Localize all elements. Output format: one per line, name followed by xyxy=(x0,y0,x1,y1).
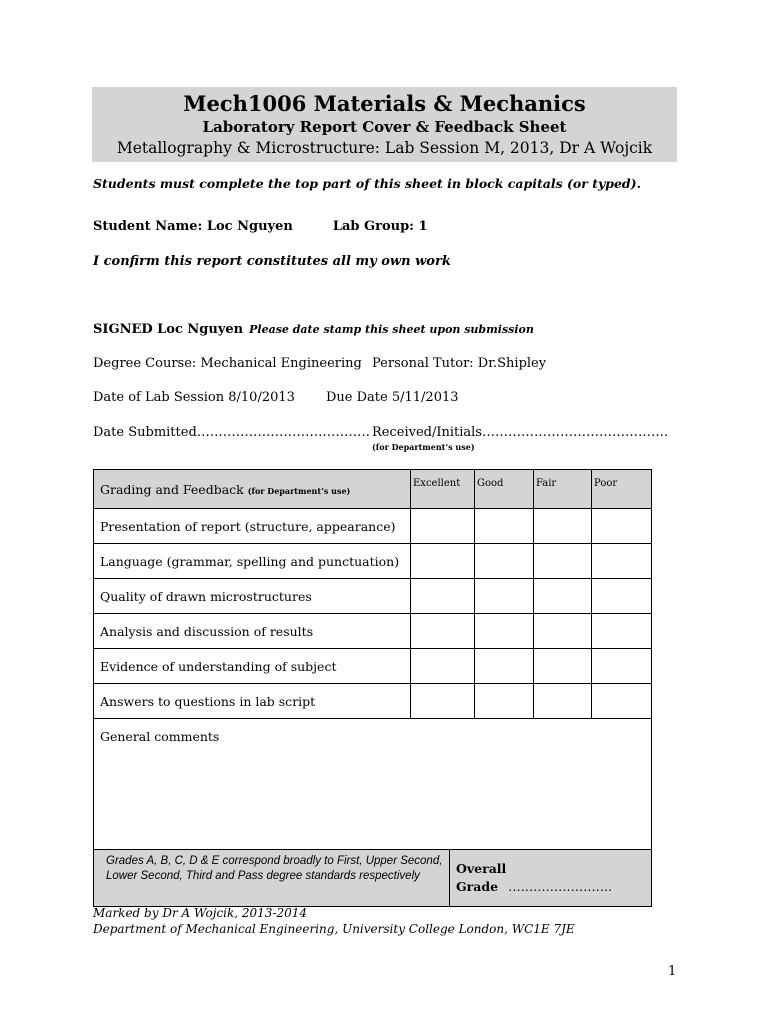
page-number: 1 xyxy=(668,964,677,979)
grade-cell xyxy=(475,509,534,544)
grade-cell xyxy=(534,684,592,719)
grade-cell xyxy=(534,509,592,544)
grading-header-row xyxy=(94,470,652,509)
grading-header-label: Grading and Feedback xyxy=(100,481,244,497)
grades-note: Grades A, B, C, D & E correspond broadly to First, Upper Second, Lower Second, Third and Pass degree standards respectively xyxy=(94,850,450,906)
grade-cell xyxy=(411,614,475,649)
overall-grade xyxy=(450,850,651,906)
grade-header-good: Good xyxy=(475,470,534,509)
student-line xyxy=(93,219,428,234)
table-row xyxy=(94,614,652,649)
grade-cell xyxy=(592,509,652,544)
grading-table xyxy=(93,469,652,907)
due-date: Due Date 5/11/2013 xyxy=(326,390,459,405)
grade-cell xyxy=(411,684,475,719)
department: Department of Mechanical Engineering, University College London, WC1E 7JE xyxy=(93,922,575,936)
grade-cell xyxy=(534,579,592,614)
grade-cell xyxy=(592,544,652,579)
confirm-statement: I confirm this report constitutes all my own work xyxy=(93,254,451,269)
grade-cell xyxy=(592,684,652,719)
criterion-label: Language (grammar, spelling and punctuation) xyxy=(94,544,411,579)
grade-cell xyxy=(475,684,534,719)
grade-cell xyxy=(475,614,534,649)
comments-row xyxy=(94,719,652,850)
criterion-label: Presentation of report (structure, appearance) xyxy=(94,509,411,544)
grade-header-excellent: Excellent xyxy=(411,470,475,509)
lab-group: Lab Group: 1 xyxy=(332,219,428,234)
table-row xyxy=(94,649,652,684)
grade-cell xyxy=(592,579,652,614)
instruction-text: Students must complete the top part of this sheet in block capitals (or typed). xyxy=(93,176,641,191)
grade-header-fair: Fair xyxy=(534,470,592,509)
general-comments: General comments xyxy=(94,719,652,850)
criterion-label: Answers to questions in lab script xyxy=(94,684,411,719)
received-note: (for Department’s use) xyxy=(372,442,475,452)
grade-header-poor: Poor xyxy=(592,470,652,509)
sheet-title: Laboratory Report Cover & Feedback Sheet xyxy=(202,118,567,136)
received-initials: Received/Initials……………………………………. xyxy=(372,425,669,440)
grade-cell xyxy=(411,544,475,579)
header-box xyxy=(92,87,677,162)
session-line: Metallography & Microstructure: Lab Session M, 2013, Dr A Wojcik xyxy=(116,139,653,157)
table-row xyxy=(94,579,652,614)
grade-cell xyxy=(475,579,534,614)
criterion-label: Quality of drawn microstructures xyxy=(94,579,411,614)
lab-session-date: Date of Lab Session 8/10/2013 xyxy=(93,390,295,405)
grade-cell xyxy=(411,649,475,684)
grade-cell xyxy=(534,614,592,649)
grade-cell xyxy=(411,509,475,544)
marked-by: Marked by Dr A Wojcik, 2013-2014 xyxy=(93,906,308,920)
grade-cell xyxy=(534,544,592,579)
table-row xyxy=(94,544,652,579)
date-submitted: Date Submitted…………………………………. xyxy=(93,425,370,440)
grade-cell xyxy=(411,579,475,614)
grade-cell xyxy=(592,614,652,649)
grade-cell xyxy=(475,649,534,684)
table-row xyxy=(94,684,652,719)
overall-row xyxy=(94,850,652,907)
personal-tutor: Personal Tutor: Dr.Shipley xyxy=(372,356,547,371)
grade-cell xyxy=(475,544,534,579)
grade-dots: ……………………. xyxy=(508,879,613,894)
grading-header-note: (for Department’s use) xyxy=(247,485,351,496)
marked-by-block xyxy=(93,905,575,937)
grading-header xyxy=(94,470,411,509)
grade-cell xyxy=(534,649,592,684)
degree-course: Degree Course: Mechanical Engineering xyxy=(93,356,362,371)
grade-cell xyxy=(592,649,652,684)
table-row xyxy=(94,509,652,544)
grade-label: Grade xyxy=(456,879,499,894)
signature: SIGNED Loc Nguyen xyxy=(93,322,244,337)
criterion-label: Evidence of understanding of subject xyxy=(94,649,411,684)
date-stamp-note: Please date stamp this sheet upon submission xyxy=(249,323,534,336)
criterion-label: Analysis and discussion of results xyxy=(94,614,411,649)
course-title: Mech1006 Materials & Mechanics xyxy=(183,91,586,116)
signed-line xyxy=(93,322,534,337)
student-name: Student Name: Loc Nguyen xyxy=(93,219,293,234)
overall-label: Overall xyxy=(456,861,507,876)
overall-grade-section xyxy=(94,850,652,907)
